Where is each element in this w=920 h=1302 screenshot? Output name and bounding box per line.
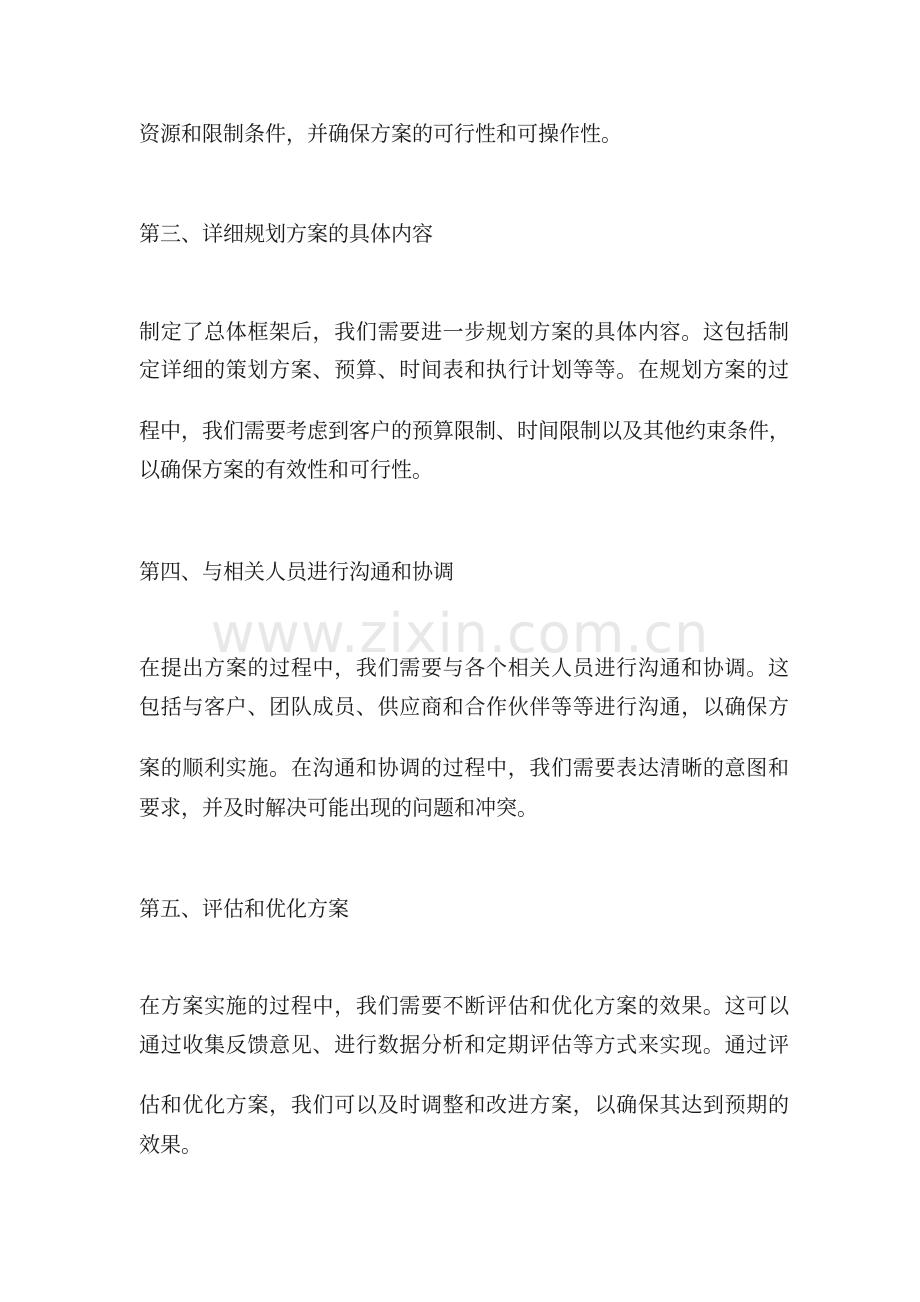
watermark: www.zixin.com.cn <box>210 602 710 665</box>
paragraph-line: 程中，我们需要考虑到客户的预算限制、时间限制以及其他约束条件， <box>139 419 790 443</box>
paragraph-line: 效果。 <box>139 1133 202 1157</box>
paragraph-line: 在提出方案的过程中，我们需要与各个相关人员进行沟通和协调。这 <box>139 656 789 680</box>
paragraph-line: 制定了总体框架后，我们需要进一步规划方案的具体内容。这包括制 <box>139 320 789 344</box>
paragraph-line: 资源和限制条件，并确保方案的可行性和可操作性。 <box>139 122 622 146</box>
paragraph-line: 包括与客户、团队成员、供应商和合作伙伴等等进行沟通，以确保方 <box>139 695 789 719</box>
paragraph-line: 定详细的策划方案、预算、时间表和执行计划等等。在规划方案的过 <box>139 358 789 382</box>
paragraph-line: 通过收集反馈意见、进行数据分析和定期评估等方式来实现。通过评 <box>139 1033 789 1057</box>
paragraph-line: 以确保方案的有效性和可行性。 <box>139 458 433 482</box>
paragraph-line: 在方案实施的过程中，我们需要不断评估和优化方案的效果。这可以 <box>139 994 789 1018</box>
section-heading: 第四、与相关人员进行沟通和协调 <box>139 560 454 584</box>
section-heading: 第五、评估和优化方案 <box>139 897 349 921</box>
section-heading: 第三、详细规划方案的具体内容 <box>139 222 433 246</box>
paragraph-line: 估和优化方案，我们可以及时调整和改进方案，以确保其达到预期的 <box>139 1093 789 1117</box>
paragraph-line: 案的顺利实施。在沟通和协调的过程中，我们需要表达清晰的意图和 <box>139 756 789 780</box>
paragraph-line: 要求，并及时解决可能出现的问题和冲突。 <box>139 796 538 820</box>
